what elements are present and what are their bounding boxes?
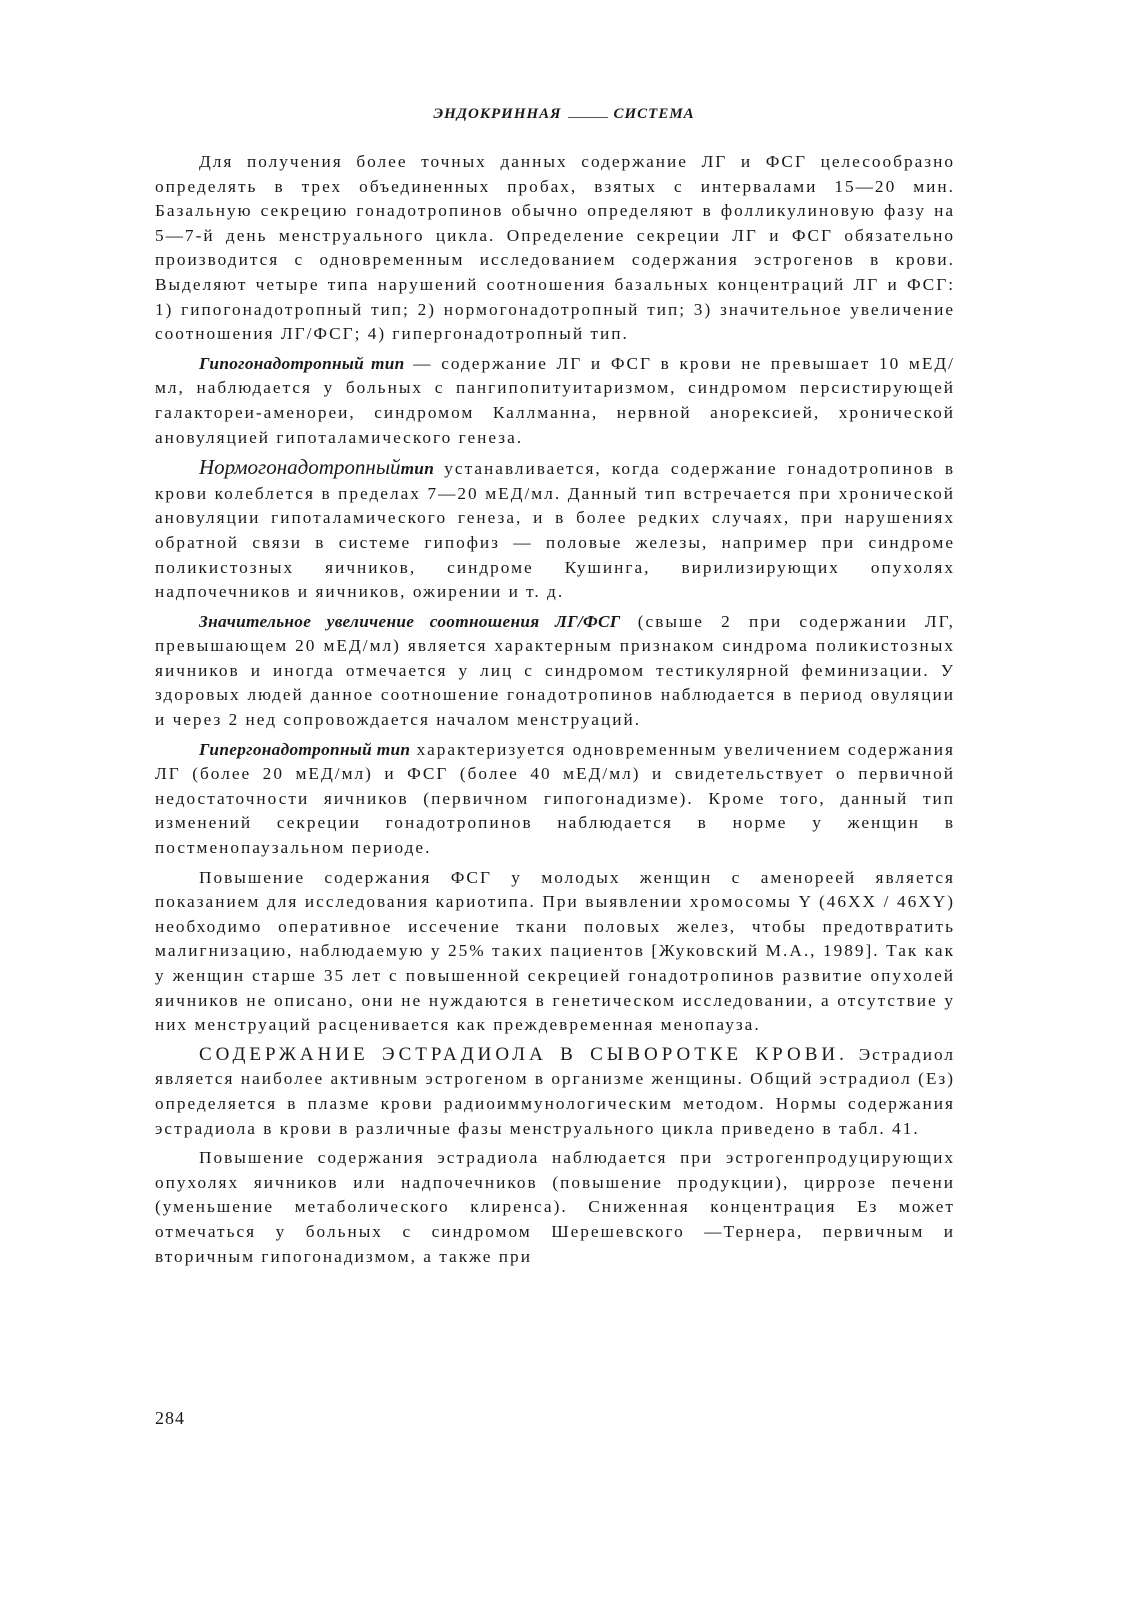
body-text <box>155 150 955 1274</box>
page-number: 284 <box>155 1408 185 1428</box>
paragraph-hypogonadotropic-text: — содержание ЛГ и ФСГ в крови не превышает 10 мЕД/мл, наблюдается у больных с пангипопитуитаризмом, синдромом персистирующей галактореи-аменореи, синдромом Каллманна, нервной анорексией, хронической ановуляцией гипоталамического генеза. <box>155 353 955 447</box>
section-heading-estradiol: СОДЕРЖАНИЕ ЭСТРАДИОЛА В СЫВОРОТКЕ КРОВИ. <box>199 1043 848 1065</box>
paragraph-estradiol-text: Эстрадиол является наиболее активным эстрогеном в организме женщины. Общий эстрадиол (Ез) определяется в плазме крови радиоиммунологическим методом. Нормы содержания эстрадиола в крови в различные фазы менструального цикла приведено в табл. 41. <box>155 1044 955 1138</box>
paragraph-hypergonadotropic <box>155 738 955 861</box>
paragraph-normogonadotropic <box>155 455 955 605</box>
paragraph-estradiol-increase: Повышение содержания эстрадиола наблюдается при эстрогенпродуцирующих опухолях яичников или надпочечников (повышение продукции), циррозе печени (уменьшение метаболического клиренса). Сниженная концентрация Ез может отмечаться у больных с синдромом Шерешевского —Тернера, первичным и вторичным гипогонадизмом, а также при <box>155 1148 955 1266</box>
term-hypergonadotropic: Гипергонадотропный тип <box>199 739 411 759</box>
paragraph-fsh-karyotype: Повышение содержания ФСГ у молодых женщин с аменореей является показанием для исследования кариотипа. При выявлении хромосомы Y (46XX / 46XY) необходимо оперативное иссечение ткани половых желез, чтобы предотвратить малигнизацию, наблюдаемую у 25% таких пациентов [Жуковский М.А., 1989]. Так как у женщин старше 35 лет с повышенной секрецией гонадотропинов развитие опухолей яичников не описано, они не нуждаются в генетическом исследовании, а отсутствие у них менструаций расценивается как преждевременная менопауза. <box>155 867 955 1035</box>
header-part-1: ЭНДОКРИННАЯ <box>433 106 562 122</box>
paragraph-lh-fsh-ratio <box>155 610 955 733</box>
paragraph-hypogonadotropic <box>155 352 955 450</box>
term-normogonadotropic-type: тип <box>400 459 435 479</box>
paragraph-intro: Для получения более точных данных содержание ЛГ и ФСГ целесообразно определять в трех объединенных пробах, взятых с интервалами 15—20 мин. Базальную секрецию гонадотропинов обычно определяют в фолликулиновую фазу на 5—7-й день менструального цикла. Определение секреции ЛГ и ФСГ обязательно производится с одновременным исследованием содержания эстрогенов в крови. Выделяют четыре типа нарушений соотношения базальных концентраций ЛГ и ФСГ: 1) гипогонадотропный тип; 2) нормогонадотропный тип; 3) значительное увеличение соотношения ЛГ/ФСГ; 4) гипергонадотропный тип. <box>155 152 955 344</box>
header-part-2: СИСТЕМА <box>613 106 695 122</box>
paragraph-lh-fsh-ratio-text: (свыше 2 при содержании ЛГ, превышающем 20 мЕД/мл) является характерным признаком синдрома поликистозных яичников и иногда отмечается у лиц с синдромом тестикулярной феминизации. У здоровых людей данное соотношение гонадотропинов наблюдается в период овуляции и через 2 нед сопровождается началом менструаций. <box>155 611 956 730</box>
paragraph-estradiol <box>155 1043 955 1141</box>
paragraph-normogonadotropic-text: устанавливается, когда содержание гонадотропинов в крови колеблется в пределах 7—20 мЕД/мл. Данный тип встречается при хронической ановуляции гипоталамического генеза, и в более редких случаях, при нарушениях обратной связи в системе гипофиз — половые железы, например при синдроме поликистозных яичников, синдроме Кушинга, вирилизирующих опухолях надпочечников и яичников, ожирении и т. д. <box>155 459 955 602</box>
term-lh-fsh-ratio: Значительное увеличение соотношения ЛГ/ФСГ <box>199 611 621 631</box>
header-gap-rule <box>568 105 608 118</box>
term-hypogonadotropic: Гипогонадотропный тип <box>199 353 405 373</box>
term-normogonadotropic: Нормогонадотропный <box>199 455 401 480</box>
paragraph-hypergonadotropic-text: характеризуется одновременным увеличением содержания ЛГ (более 20 мЕД/мл) и ФСГ (более 40 мЕД/мл) и свидетельствует о первичной недостаточности яичников (первичном гипогонадизме). Кроме того, данный тип изменений секреции гонадотропинов наблюдается в норме у женщин в постменопаузальном периоде. <box>155 739 955 858</box>
running-header <box>0 105 1128 123</box>
